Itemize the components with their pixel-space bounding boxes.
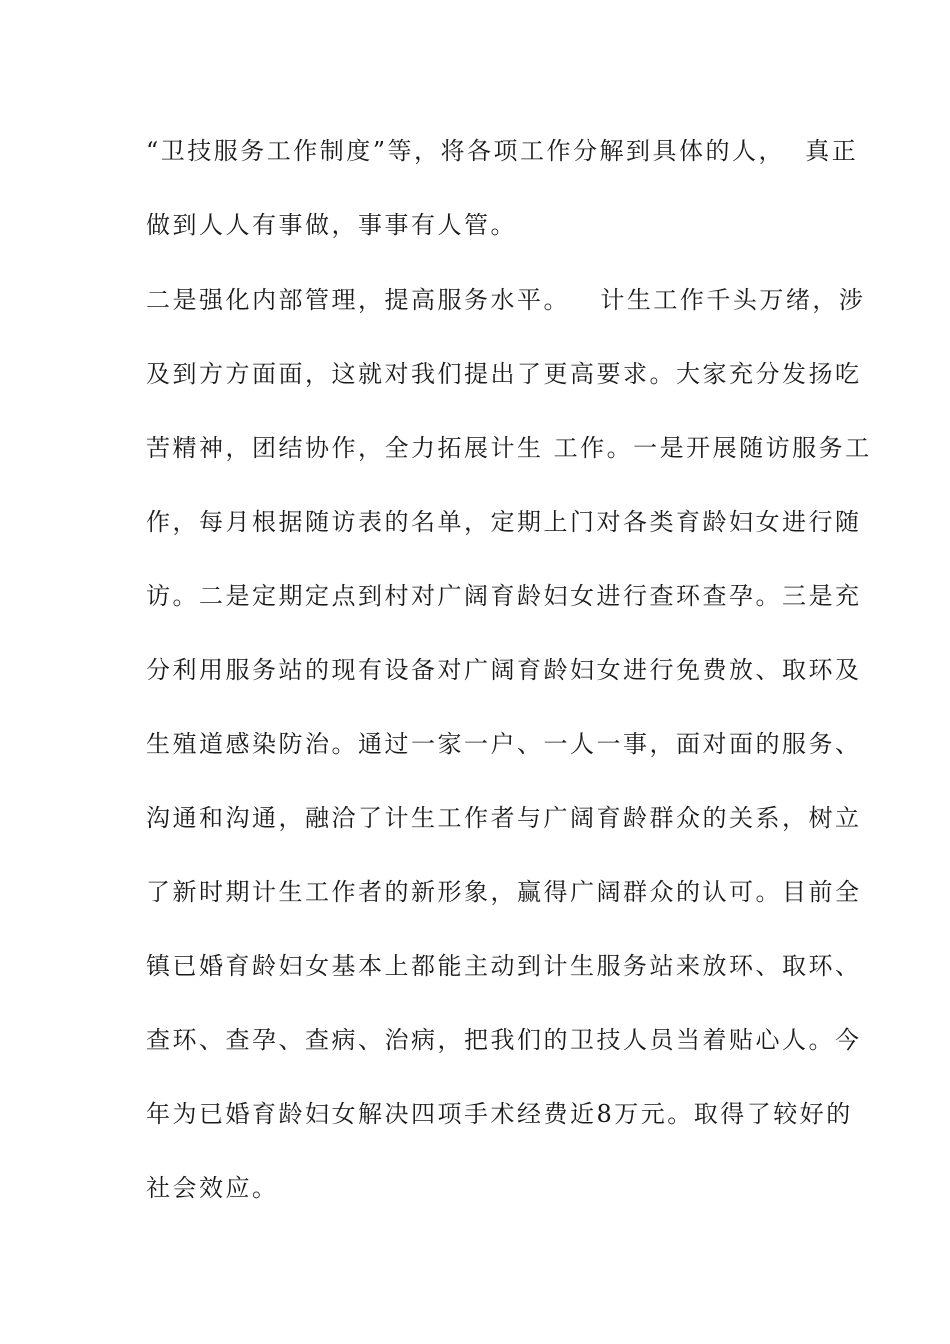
text-line: 及到方方面面，这就对我们提出了更高要求。大家充分发扬吃 xyxy=(146,360,862,388)
text-line: 了新时期计生工作者的新形象，赢得广阔群众的认可。目前全 xyxy=(146,878,862,906)
text-line: 做到人人有事做，事事有人管。 xyxy=(146,211,517,239)
text-line: 作，每月根据随访表的名单，定期上门对各类育龄妇女进行随 xyxy=(146,508,862,536)
text-line: 社会效应。 xyxy=(146,1174,279,1202)
text-line: 查环、查孕、查病、治病，把我们的卫技人员当着贴心人。今 xyxy=(146,1026,862,1054)
text-line: 生殖道感染防治。通过一家一户、一人一事，面对面的服务、 xyxy=(146,730,862,758)
text-line: 沟通和沟通，融洽了计生工作者与广阔育龄群众的关系，树立 xyxy=(146,804,862,832)
text-line: 苦精神，团结协作，全力拓展计生 工作。一是开展随访服务工 xyxy=(146,434,872,462)
text-line: 访。二是定期定点到村对广阔育龄妇女进行查环查孕。三是充 xyxy=(146,582,862,610)
text-line: 二是强化内部管理，提高服务水平。 计生工作千头万绪，涉 xyxy=(146,286,866,314)
text-line: 年为已婚育龄妇女解决四项手术经费近8万元。取得了较好的 xyxy=(146,1100,853,1128)
text-line: 分利用服务站的现有设备对广阔育龄妇女进行免费放、取环及 xyxy=(146,656,862,684)
text-line: “卫技服务工作制度”等，将各项工作分解到具体的人， 真正 xyxy=(146,137,859,165)
text-line: 镇已婚育龄妇女基本上都能主动到计生服务站来放环、取环、 xyxy=(146,952,862,980)
